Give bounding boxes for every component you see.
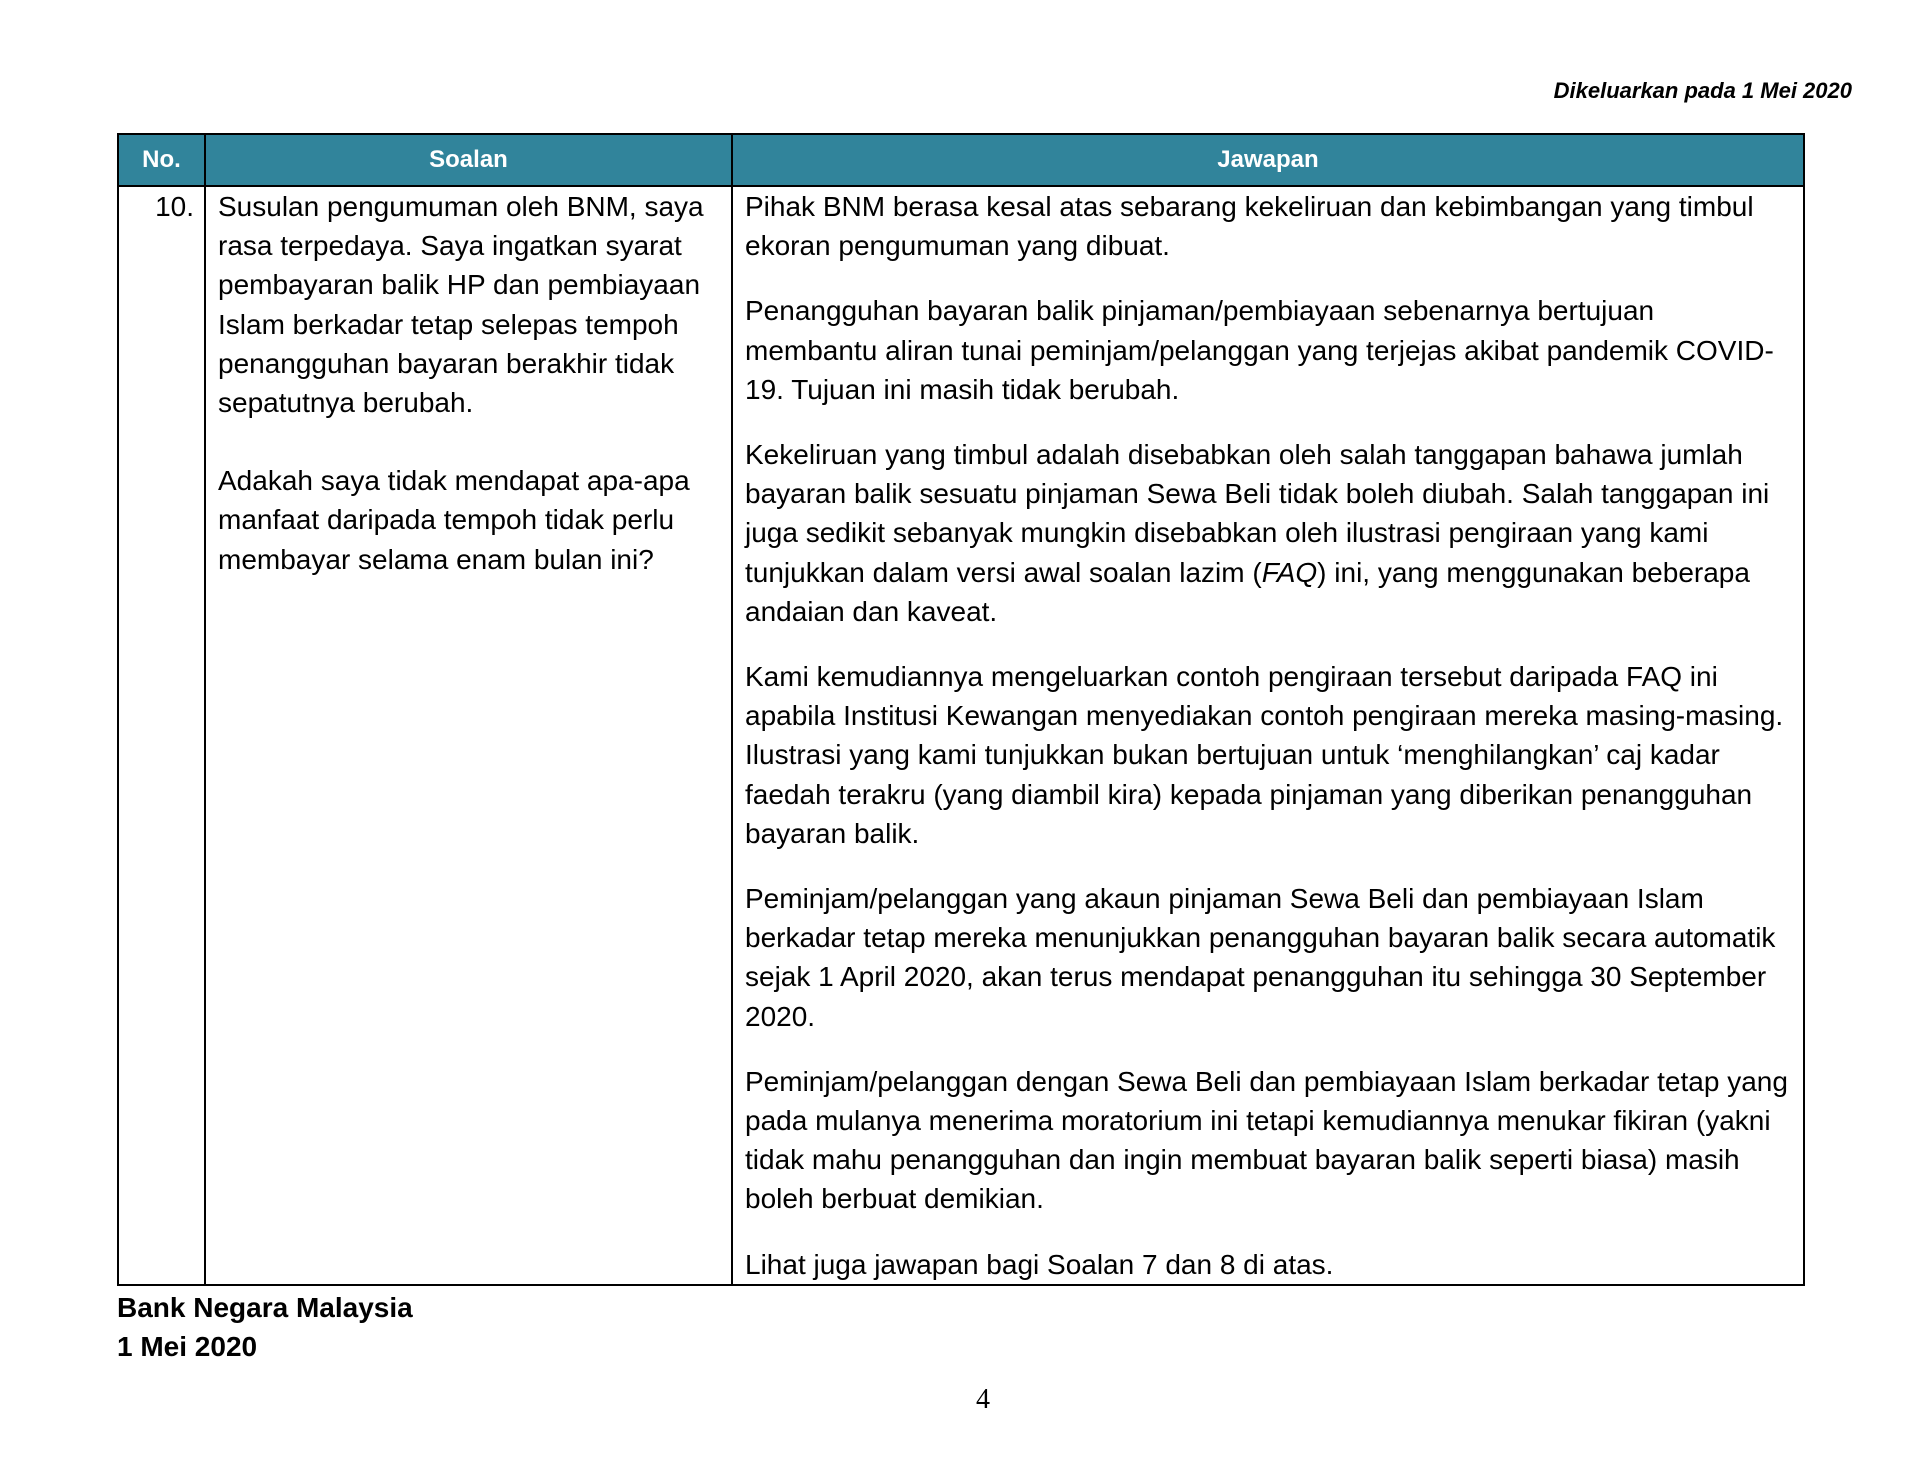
answer-cell (732, 186, 1804, 1285)
answer-text: Kekeliruan yang timbul adalah disebabkan oleh salah tanggapan bahawa jumlah bayaran balik sesuatu pinjaman Sewa Beli tidak boleh diubah. Salah tanggapan ini juga sedikit sebanyak mungkin disebabkan oleh ilustrasi pengiraan yang kami tunjukkan dalam versi awal soalan lazim ( (745, 439, 1770, 588)
answer-paragraph: Peminjam/pelanggan dengan Sewa Beli dan pembiayaan Islam berkadar tetap yang pada mulanya menerima moratorium ini tetapi kemudiannya menukar fikiran (yakni tidak mahu penangguhan dan ingin membuat bayaran balik seperti biasa) masih boleh berbuat demikian. (745, 1065, 1788, 1215)
answer-paragraph: Penangguhan bayaran balik pinjaman/pembiayaan sebenarnya bertujuan membantu aliran tunai peminjam/pelanggan yang terjejas akibat pandemik COVID-19. Tujuan ini masih tidak berubah. (745, 295, 1774, 405)
page-number: 4 (976, 1384, 990, 1415)
table-header-row (118, 134, 1804, 186)
question-paragraph: Adakah saya tidak mendapat apa-apa manfaat daripada tempoh tidak perlu membayar selama enam bulan ini? (218, 465, 690, 575)
column-header-question: Soalan (205, 134, 732, 186)
footer-org-name: Bank Negara Malaysia (117, 1292, 413, 1323)
question-paragraph: Susulan pengumuman oleh BNM, saya rasa terpedaya. Saya ingatkan syarat pembayaran balik HP dan pembiayaan Islam berkadar tetap selepas tempoh penangguhan bayaran berakhir tidak sepatutnya berubah. (218, 191, 704, 419)
footer-date: 1 Mei 2020 (117, 1331, 258, 1362)
footer-signature (117, 1288, 413, 1366)
question-cell (205, 186, 732, 1285)
issued-date: Dikeluarkan pada 1 Mei 2020 (1553, 78, 1852, 103)
row-number: 10. (118, 186, 205, 1285)
answer-paragraph (745, 435, 1791, 631)
faq-abbreviation: FAQ (1261, 556, 1318, 588)
answer-paragraph: Lihat juga jawapan bagi Soalan 7 dan 8 di atas. (745, 1248, 1334, 1280)
answer-paragraph: Peminjam/pelanggan yang akaun pinjaman Sewa Beli dan pembiayaan Islam berkadar tetap mereka menunjukkan penangguhan bayaran balik secara automatik sejak 1 April 2020, akan terus mendapat penangguhan itu sehingga 30 September 2020. (745, 883, 1776, 1032)
column-header-answer: Jawapan (732, 134, 1804, 186)
column-header-no: No. (118, 134, 205, 186)
answer-paragraph: Pihak BNM berasa kesal atas sebarang kekeliruan dan kebimbangan yang timbul ekoran pengumuman yang dibuat. (745, 191, 1754, 262)
table-row (118, 186, 1804, 1285)
answer-text: ) ini, yang menggunakan beberapa andaian dan kaveat. (745, 556, 1750, 627)
faq-table (117, 133, 1805, 1286)
answer-paragraph: Kami kemudiannya mengeluarkan contoh pengiraan tersebut daripada FAQ ini apabila Institusi Kewangan menyediakan contoh pengiraan mereka masing-masing. Ilustrasi yang kami tunjukkan bukan bertujuan untuk ‘menghilangkan’ caj kadar faedah terakru (yang diambil kira) kepada pinjaman yang diberikan penangguhan bayaran balik. (745, 661, 1784, 849)
